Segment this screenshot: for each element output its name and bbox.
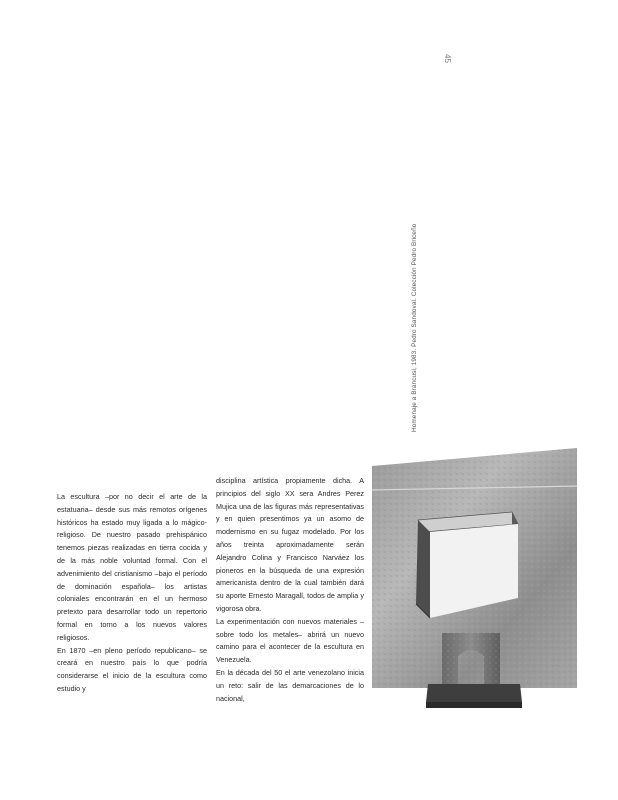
paragraph: En la década del 50 el arte venezolano inicia un reto: salir de las demarcaciones de lo nacional, — [216, 667, 364, 703]
sculpture-base — [426, 684, 522, 702]
photo-caption: Homenaje a Brancusi, 1983. Pedro Sandoval. Colección Pedro Briceño — [411, 223, 418, 432]
paragraph: En 1870 –en pleno período republicano– se creará en nuestro país lo que podría considerarse el inicio de la escultura como estudio y — [57, 645, 207, 693]
box-side — [416, 520, 430, 618]
sculpture-photo — [372, 448, 577, 720]
paragraph: La escultura –por no decir el arte de la estatuaria– desde sus más remotos orígenes históricos ha estado muy ligada a lo mágico-religioso. De nuestro pasado prehispánico tenemos piezas realizadas en tierra cocida y de la más noble voluntad formal. Con el advenimiento del cristianismo –bajo el período de dominación española– los artistas coloniales encontrarán en el un hermoso pretexto para desarrollar todo un repertorio formal en torno a los nuevos valores religiosos. — [57, 492, 207, 642]
paragraph: La experimentación con nuevos materiales –sobre todo los metales– abrirá un nuevo camino para el acontecer de la escultura en Venezuela. — [216, 616, 364, 665]
left-text-column — [57, 491, 207, 696]
right-text-column — [216, 475, 364, 705]
sculpture-image — [372, 448, 577, 720]
paragraph: disciplina artística propiamente dicha. A principios del siglo XX sera Andres Perez Mujica una de las figuras más representativas y en quien presentimos ya un asomo de modernismo en su fugaz modelado. Por los años treinta aproximadamente serán Alejandro Colina y Francisco Narváez los pioneros en la búsqueda de una expresión americanista dentro de la cual también dará su aporte Ernesto Maragall, todos de amplia y vigorosa obra. — [216, 476, 364, 613]
page-number: 45 — [443, 54, 452, 63]
